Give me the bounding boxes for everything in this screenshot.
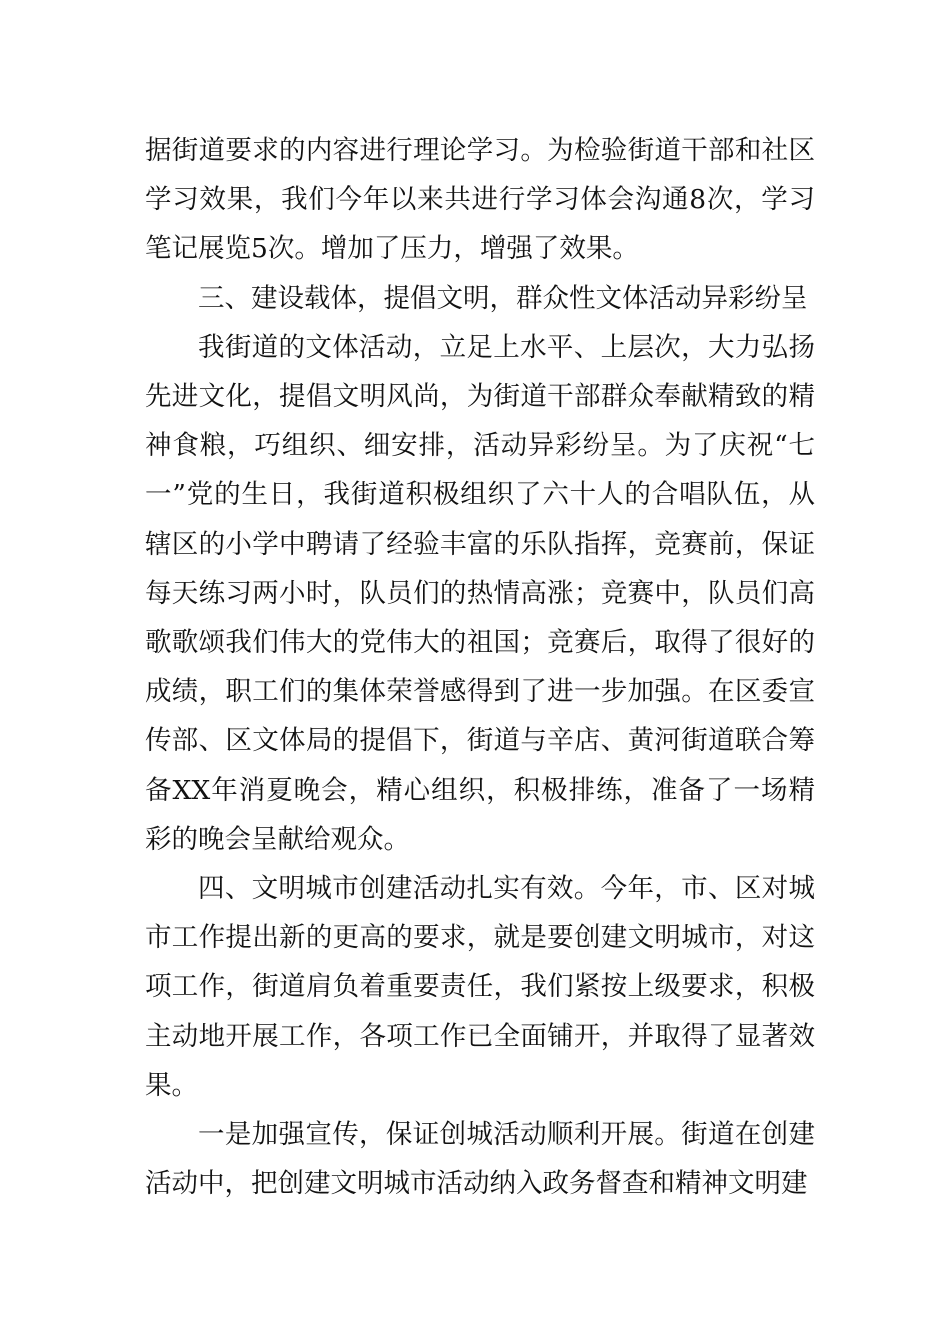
paragraph-publicity: 一是加强宣传，保证创城活动顺利开展。街道在创建活动中，把创建文明城市活动纳入政务督查和精神文明建	[145, 1119, 815, 1200]
section-heading-four: 四、文明城市创建活动扎实有效。今年，市、区对城市工作提出新的更高的要求，就是要创建文明城市，对这项工作，街道肩负着重要责任，我们紧按上级要求，积极主动地开展工作，各项工作已全面铺开，并取得了显著效果。	[145, 873, 815, 1101]
paragraph-continued: 据街道要求的内容进行理论学习。为检验街道干部和社区学习效果，我们今年以来共进行学习体会沟通8次，学习笔记展览5次。增加了压力，增强了效果。	[145, 135, 815, 265]
paragraph-culture-activities: 我街道的文体活动，立足上水平、上层次，大力弘扬先进文化，提倡文明风尚，为街道干部群众奉献精致的精神食粮，巧组织、细安排，活动异彩纷呈。为了庆祝“七一”党的生日，我街道积极组织了六十人的合唱队伍，从辖区的小学中聘请了经验丰富的乐队指挥，竞赛前，保证每天练习两小时，队员们的热情高涨；竞赛中，队员们高歌歌颂我们伟大的党伟大的祖国；竞赛后，取得了很好的成绩，职工们的集体荣誉感得到了进一步加强。在区委宣传部、区文体局的提倡下，街道与辛店、黄河街道联合筹备XX年消夏晚会，精心组织，积极排练，准备了一场精彩的晚会呈献给观众。	[145, 331, 815, 855]
document-body	[145, 126, 815, 1208]
section-heading-three: 三、建设载体，提倡文明，群众性文体活动异彩纷呈	[198, 282, 808, 314]
